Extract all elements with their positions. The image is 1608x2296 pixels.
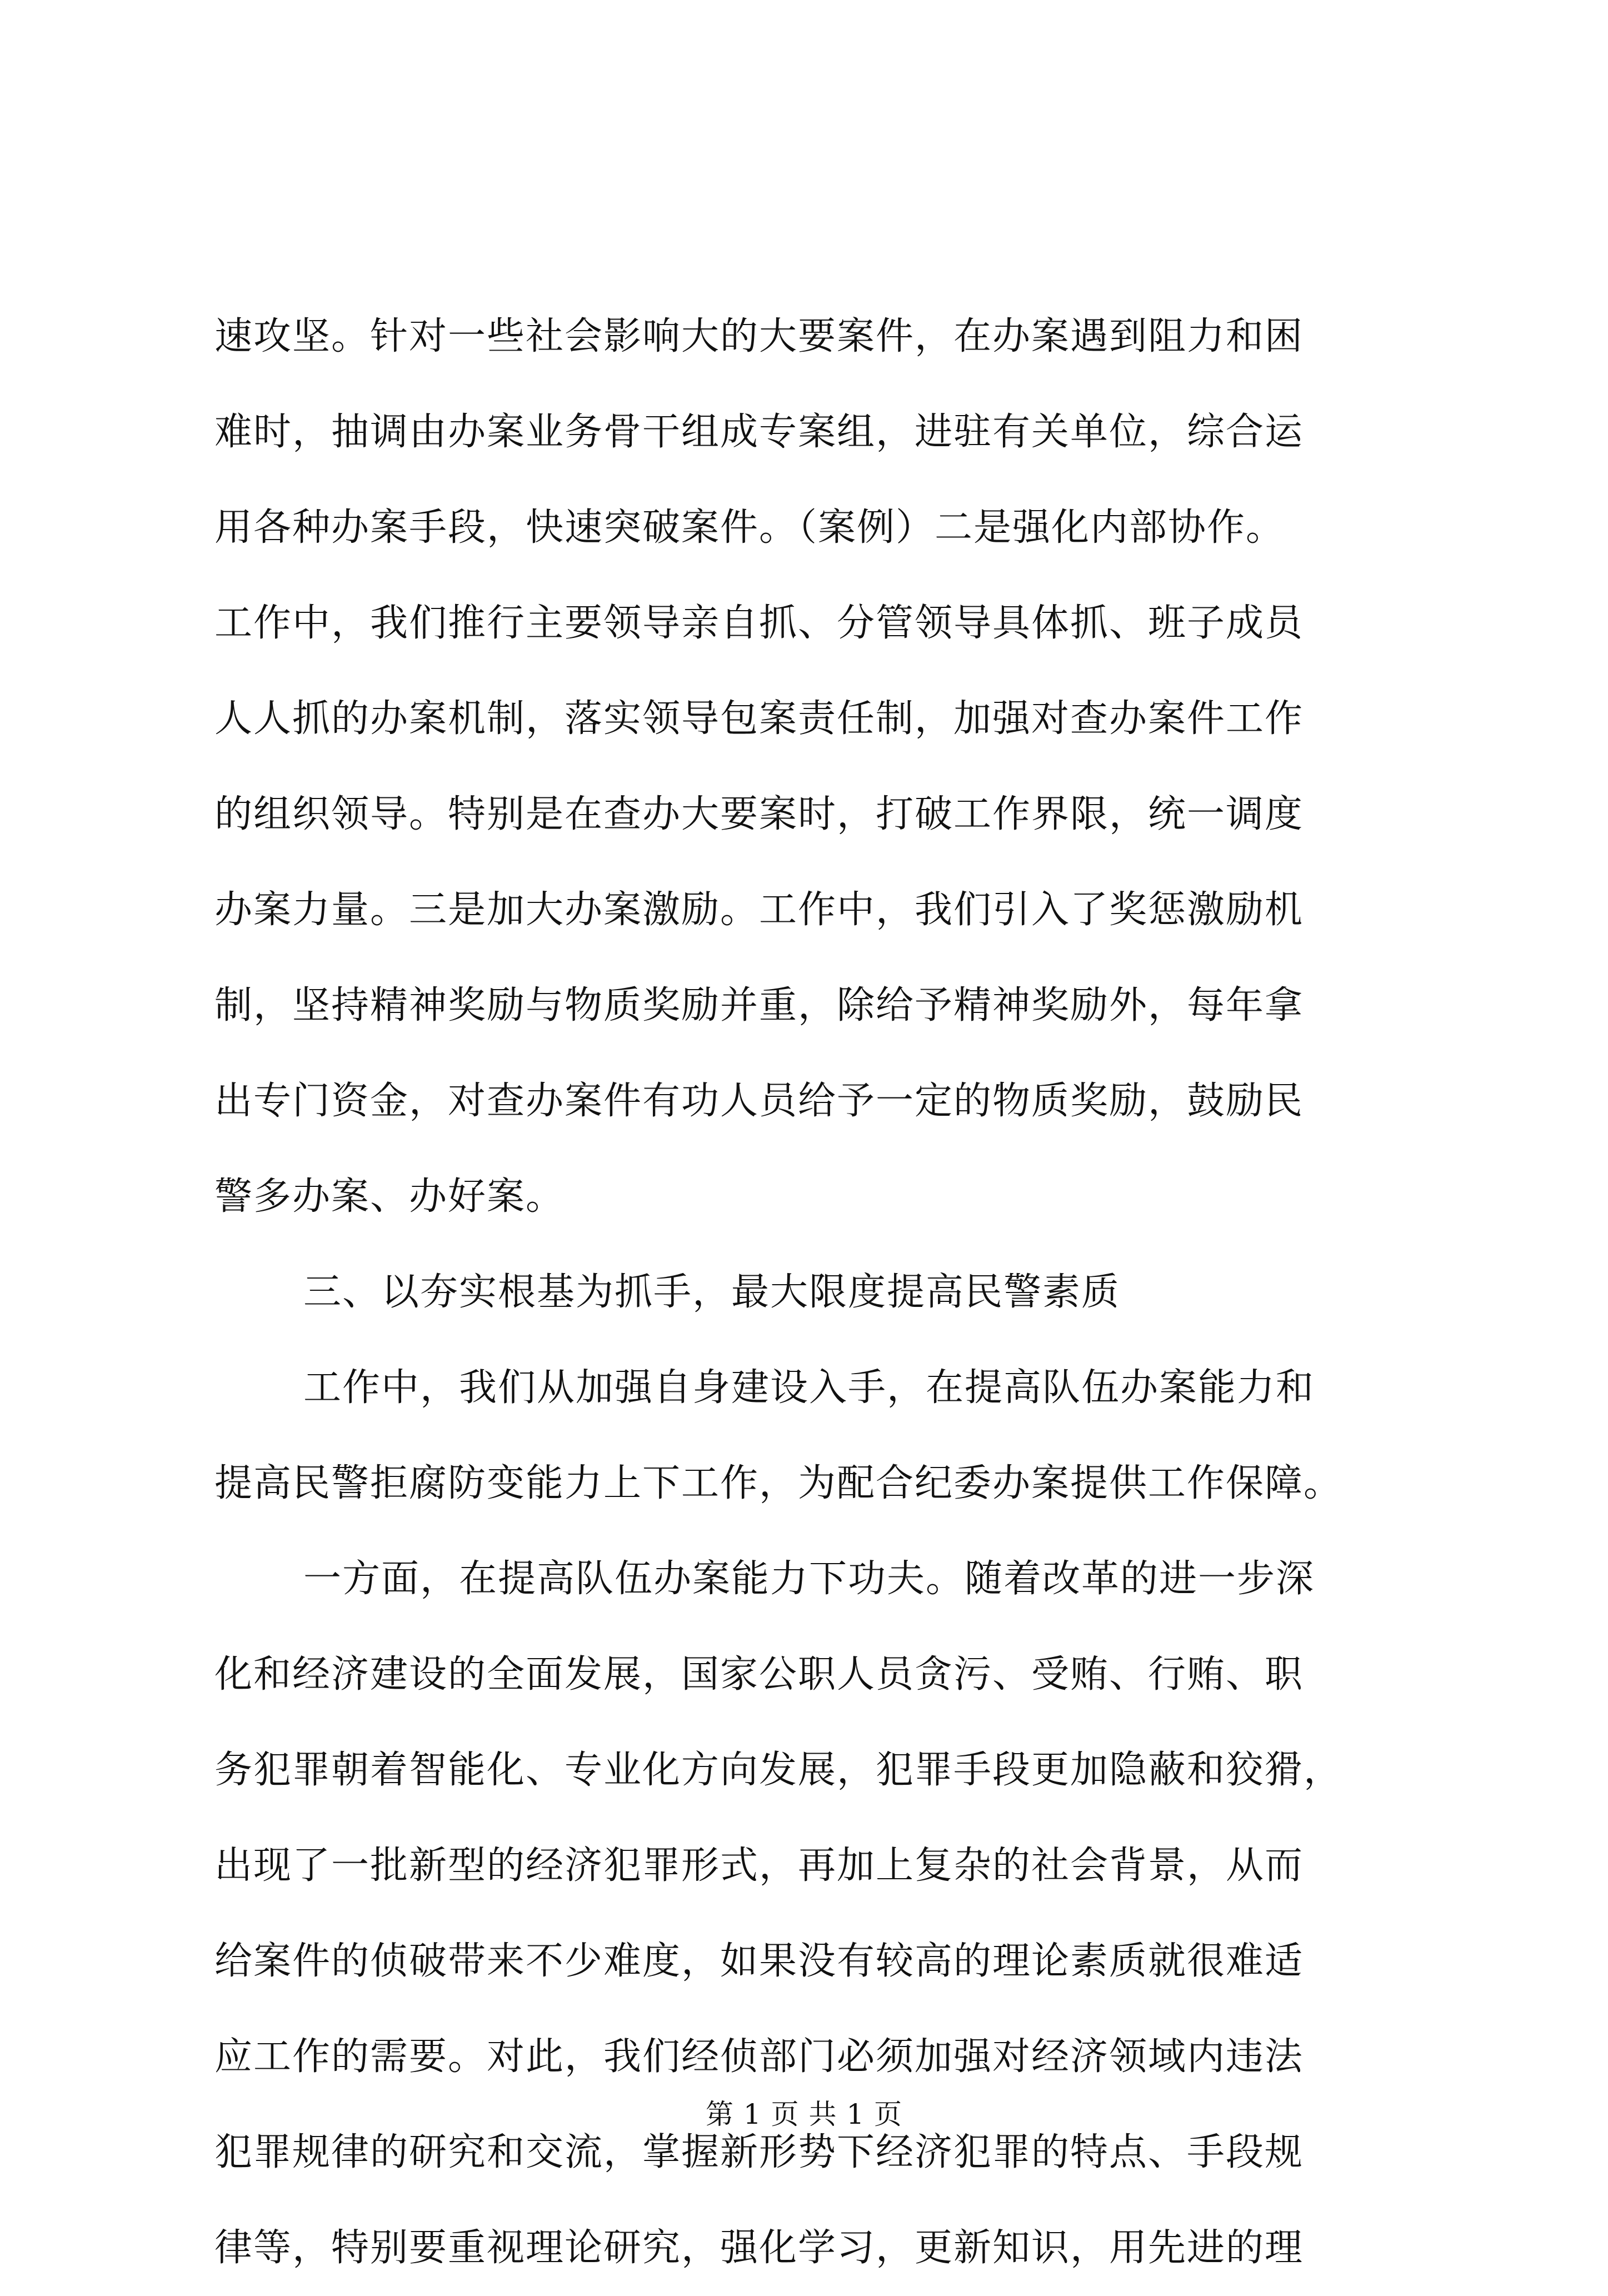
text-line: 应工作的需要。对此，我们经侦部门必须加强对经济领域内违法 xyxy=(214,2035,1304,2079)
text-line: 化和经济建设的全面发展，国家公职人员贪污、受贿、行贿、职 xyxy=(214,1653,1304,1696)
text-line: 给案件的侦破带来不少难度，如果没有较高的理论素质就很难适 xyxy=(214,1939,1304,1983)
text-line: 务犯罪朝着智能化、专业化方向发展，犯罪手段更加隐蔽和狡猾， xyxy=(214,1748,1343,1792)
text-line: 犯罪规律的研究和交流，掌握新形势下经济犯罪的特点、手段规 xyxy=(214,2130,1304,2174)
text-line: 一方面，在提高队伍办案能力下功夫。随着改革的进一步深 xyxy=(303,1557,1315,1601)
text-line: 办案力量。三是加大办案激励。工作中，我们引入了奖惩激励机 xyxy=(214,888,1304,932)
text-line: 出专门资金，对查办案件有功人员给予一定的物质奖励，鼓励民 xyxy=(214,1079,1304,1123)
text-line: 人人抓的办案机制，落实领导包案责任制，加强对查办案件工作 xyxy=(214,697,1304,741)
text-line: 提高民警拒腐防变能力上下工作，为配合纪委办案提供工作保障。 xyxy=(214,1461,1343,1505)
page-number: 第 1 页 共 1 页 xyxy=(705,2098,903,2130)
text-line: 速攻坚。针对一些社会影响大的大要案件，在办案遇到阻力和困 xyxy=(214,315,1304,358)
text-line: 难时，抽调由办案业务骨干组成专案组，进驻有关单位，综合运 xyxy=(214,410,1304,454)
text-line: 的组织领导。特别是在查办大要案时，打破工作界限，统一调度 xyxy=(214,792,1304,836)
text-line: 工作中，我们推行主要领导亲自抓、分管领导具体抓、班子成员 xyxy=(214,601,1304,645)
text-line: 工作中，我们从加强自身建设入手，在提高队伍办案能力和 xyxy=(303,1366,1315,1410)
text-line: 制，坚持精神奖励与物质奖励并重，除给予精神奖励外，每年拿 xyxy=(214,984,1304,1027)
section-heading: 三、以夯实根基为抓手，最大限度提高民警素质 xyxy=(303,1270,1121,1314)
text-line: 出现了一批新型的经济犯罪形式，再加上复杂的社会背景，从而 xyxy=(214,1844,1304,1888)
text-line: 用各种办案手段，快速突破案件。（案例）二是强化内部协作。 xyxy=(214,506,1285,550)
text-line: 警多办案、办好案。 xyxy=(214,1175,565,1219)
document-body xyxy=(214,289,1412,2296)
text-line: 律等，特别要重视理论研究，强化学习，更新知识，用先进的理 xyxy=(214,2226,1304,2270)
